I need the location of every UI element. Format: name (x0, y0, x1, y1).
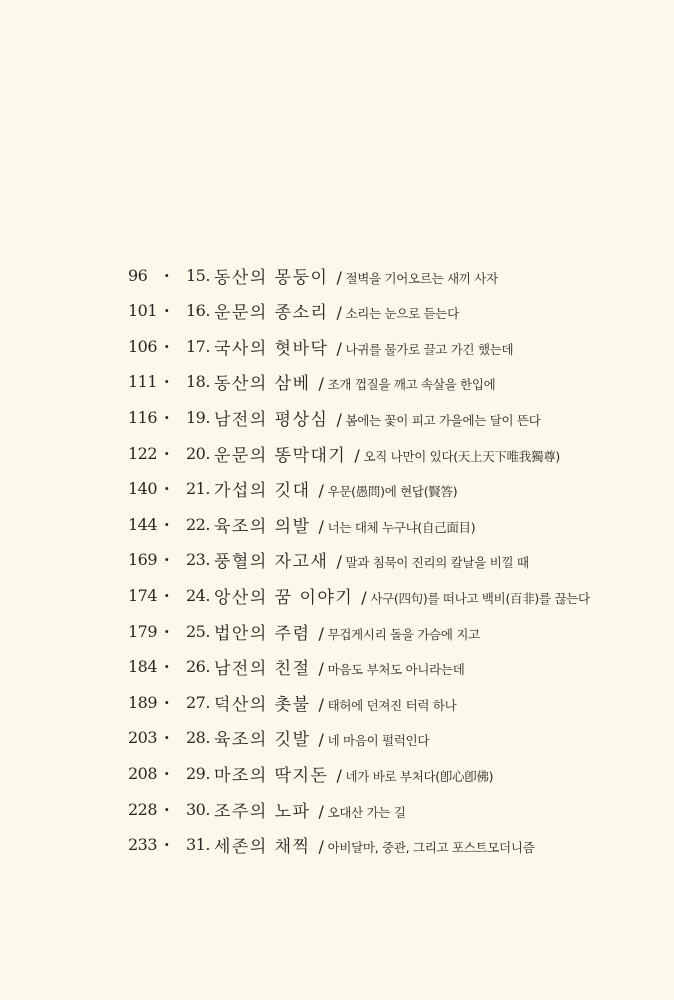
page-number: 208 (128, 763, 158, 783)
chapter-subtitle-group (318, 374, 496, 394)
toc-entry (0, 792, 674, 826)
slash-divider: / (318, 481, 324, 501)
chapter-title: 조주의 노파 (214, 801, 311, 822)
separator-dot: · (164, 692, 170, 712)
slash-divider: / (336, 338, 342, 358)
slash-divider: / (336, 765, 342, 785)
chapter-subtitle-group (361, 587, 590, 607)
chapter-number: 23. (186, 550, 210, 570)
chapter-subtitle-group (318, 730, 430, 750)
slash-divider: / (336, 267, 342, 287)
separator-dot: · (164, 372, 170, 392)
chapter-number: 19. (186, 407, 210, 427)
chapter-subtitle: 네 마음이 펄럭인다 (327, 733, 430, 749)
slash-divider: / (336, 409, 342, 429)
chapter-number: 29. (186, 763, 210, 783)
toc-entry (0, 721, 674, 755)
chapter-subtitle: 말과 침묵이 진리의 칼날을 비낄 때 (345, 555, 529, 571)
chapter-number: 16. (186, 301, 210, 321)
chapter-subtitle-group (318, 801, 406, 821)
chapter-subtitle-group (336, 338, 514, 358)
chapter-number: 18. (186, 372, 210, 392)
chapter-title: 국사의 혓바닥 (214, 338, 329, 359)
toc-entry (0, 258, 674, 292)
page-number: 233 (128, 835, 158, 855)
chapter-title: 세존의 채찍 (214, 837, 311, 858)
slash-divider: / (318, 659, 324, 679)
slash-divider: / (318, 801, 324, 821)
slash-divider: / (318, 623, 324, 643)
page-number: 144 (128, 514, 158, 534)
toc-entry (0, 756, 674, 790)
chapter-subtitle: 태허에 던져진 터럭 하나 (327, 697, 457, 713)
toc-entry (0, 400, 674, 434)
chapter-number: 22. (186, 514, 210, 534)
separator-dot: · (164, 657, 170, 677)
chapter-number: 21. (186, 479, 210, 499)
chapter-subtitle: 봄에는 꽃이 피고 가을에는 달이 뜬다 (345, 412, 541, 428)
slash-divider: / (336, 303, 342, 323)
chapter-subtitle: 오직 나만이 있다(天上天下唯我獨尊) (363, 448, 560, 464)
slash-divider: / (336, 552, 342, 572)
chapter-title: 육조의 의발 (214, 516, 311, 537)
chapter-heading (214, 476, 457, 501)
chapter-heading (214, 725, 429, 750)
chapter-title: 동산의 몽둥이 (214, 267, 329, 288)
chapter-heading (214, 583, 590, 608)
separator-dot: · (164, 443, 170, 463)
chapter-subtitle-group (336, 303, 459, 323)
chapter-heading (214, 263, 498, 288)
chapter-number: 15. (186, 265, 210, 285)
toc-entry (0, 507, 674, 541)
chapter-number: 26. (186, 657, 210, 677)
page-number: 140 (128, 479, 158, 499)
toc-entry (0, 685, 674, 719)
chapter-heading (214, 547, 529, 572)
chapter-title: 풍혈의 자고새 (214, 552, 329, 573)
chapter-title: 법안의 주렴 (214, 623, 311, 644)
chapter-heading (214, 405, 541, 430)
slash-divider: / (318, 516, 324, 536)
chapter-number: 31. (186, 835, 210, 855)
separator-dot: · (164, 514, 170, 534)
page-number: 174 (128, 585, 158, 605)
page-number: 122 (128, 443, 158, 463)
page-number: 169 (128, 550, 158, 570)
chapter-number: 27. (186, 692, 210, 712)
chapter-subtitle-group (336, 409, 541, 429)
page-number: 106 (128, 336, 158, 356)
chapter-subtitle-group (318, 516, 476, 536)
toc-entry (0, 543, 674, 577)
chapter-number: 28. (186, 728, 210, 748)
separator-dot: · (164, 585, 170, 605)
chapter-subtitle: 오대산 가는 길 (327, 804, 406, 820)
chapter-heading (214, 832, 534, 857)
separator-dot: · (164, 763, 170, 783)
chapter-subtitle-group (354, 445, 560, 465)
chapter-subtitle-group (318, 481, 458, 501)
toc-entry (0, 436, 674, 470)
chapter-subtitle: 네가 바로 부처다(卽心卽佛) (345, 768, 494, 784)
separator-dot: · (164, 301, 170, 321)
toc-entry (0, 472, 674, 506)
separator-dot: · (164, 621, 170, 641)
chapter-subtitle: 너는 대체 누구냐(自己面目) (327, 519, 476, 535)
chapter-subtitle: 절벽을 기어오르는 새끼 사자 (345, 270, 498, 286)
chapter-title: 운문의 똥막대기 (214, 445, 347, 466)
chapter-subtitle-group (318, 837, 535, 857)
chapter-heading (214, 690, 456, 715)
toc-entry (0, 650, 674, 684)
chapter-subtitle: 소리는 눈으로 듣는다 (345, 306, 459, 322)
chapter-subtitle: 조개 껍질을 깨고 속살을 한입에 (327, 377, 496, 393)
toc-entry (0, 578, 674, 612)
chapter-title: 남전의 친절 (214, 659, 311, 680)
chapter-heading (214, 441, 560, 466)
chapter-title: 동산의 삼베 (214, 374, 311, 395)
chapter-number: 20. (186, 443, 210, 463)
separator-dot: · (164, 407, 170, 427)
chapter-subtitle: 무겁게시리 돌을 가슴에 지고 (327, 626, 480, 642)
chapter-subtitle: 우문(愚問)에 현답(賢答) (327, 484, 458, 500)
chapter-title: 덕산의 촛불 (214, 694, 311, 715)
chapter-heading (214, 761, 493, 786)
chapter-subtitle-group (336, 552, 529, 572)
page-number: 116 (128, 407, 158, 427)
chapter-title: 육조의 깃발 (214, 730, 311, 751)
slash-divider: / (318, 730, 324, 750)
chapter-heading (214, 298, 459, 323)
chapter-title: 앙산의 꿈 이야기 (214, 587, 354, 608)
toc-entry (0, 294, 674, 328)
chapter-subtitle: 사구(四句)를 떠나고 백비(百非)를 끊는다 (370, 590, 590, 606)
separator-dot: · (164, 265, 170, 285)
slash-divider: / (318, 374, 324, 394)
separator-dot: · (164, 550, 170, 570)
chapter-number: 25. (186, 621, 210, 641)
chapter-title: 마조의 딱지돈 (214, 765, 329, 786)
chapter-title: 남전의 평상심 (214, 409, 329, 430)
chapter-heading (214, 512, 475, 537)
slash-divider: / (354, 445, 360, 465)
page-number: 96 (128, 265, 148, 285)
page-number: 189 (128, 692, 158, 712)
page-number: 203 (128, 728, 158, 748)
slash-divider: / (318, 694, 324, 714)
toc-entry (0, 614, 674, 648)
chapter-subtitle-group (336, 765, 494, 785)
chapter-heading (214, 797, 406, 822)
chapter-subtitle: 나귀를 물가로 끌고 가긴 했는데 (345, 341, 514, 357)
chapter-subtitle-group (336, 267, 498, 287)
chapter-number: 24. (186, 585, 210, 605)
chapter-subtitle-group (318, 694, 457, 714)
chapter-heading (214, 654, 464, 679)
page-number: 111 (128, 372, 158, 392)
chapter-heading (214, 334, 513, 359)
chapter-subtitle-group (318, 659, 465, 679)
chapter-title: 운문의 종소리 (214, 303, 329, 324)
slash-divider: / (318, 837, 324, 857)
separator-dot: · (164, 479, 170, 499)
chapter-heading (214, 369, 495, 394)
separator-dot: · (164, 799, 170, 819)
page-number: 179 (128, 621, 158, 641)
slash-divider: / (361, 587, 367, 607)
separator-dot: · (164, 835, 170, 855)
page-number: 228 (128, 799, 158, 819)
separator-dot: · (164, 728, 170, 748)
chapter-number: 17. (186, 336, 210, 356)
page-number: 101 (128, 301, 158, 321)
chapter-heading (214, 619, 480, 644)
chapter-title: 가섭의 깃대 (214, 481, 311, 502)
page-number: 184 (128, 657, 158, 677)
chapter-subtitle: 아비달마, 중관, 그리고 포스트모더니즘 (327, 840, 535, 856)
chapter-number: 30. (186, 799, 210, 819)
chapter-subtitle-group (318, 623, 480, 643)
toc-entry (0, 329, 674, 363)
chapter-subtitle: 마음도 부처도 아니라는데 (327, 662, 465, 678)
toc-entry (0, 365, 674, 399)
separator-dot: · (164, 336, 170, 356)
toc-entry (0, 828, 674, 862)
